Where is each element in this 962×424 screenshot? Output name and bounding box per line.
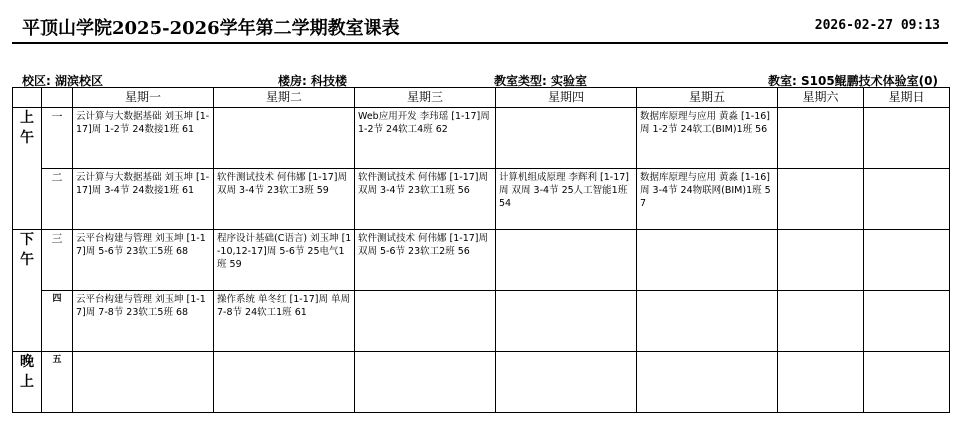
timetable — [12, 87, 950, 413]
course-text: 程序设计基础(C语言) 刘玉坤 [1-10,12-17]周 5-6节 25电气1班 59 — [217, 233, 352, 270]
schedule-cell — [214, 230, 355, 291]
course-text — [778, 352, 863, 354]
schedule-cell — [778, 108, 864, 169]
schedule-cell — [214, 352, 355, 413]
course-text: 数据库原理与应用 黄淼 [1-16]周 3-4节 24物联网(BIM)1班 57 — [640, 172, 771, 209]
schedule-cell — [864, 291, 950, 352]
course-text: 计算机组成原理 李辉利 [1-17]周 双周 3-4节 25人工智能1班 54 — [499, 172, 630, 209]
page-title: 平顶山学院2025-2026学年第二学期教室课表 — [22, 18, 400, 39]
course-text: Web应用开发 李玮瑶 [1-17]周 1-2节 24软工4班 62 — [358, 111, 490, 135]
course-text — [864, 108, 949, 110]
slot-label: 三 — [42, 230, 73, 291]
room-label: 教室: S105鲲鹏技术体验室(0) — [768, 74, 938, 88]
schedule-cell — [73, 230, 214, 291]
slot-label: 二 — [42, 169, 73, 230]
schedule-cell — [496, 291, 637, 352]
schedule-cell — [637, 291, 778, 352]
slot-label: 一 — [42, 108, 73, 169]
schedule-cell — [214, 108, 355, 169]
schedule-cell — [355, 108, 496, 169]
period-label: 晚 上 — [13, 352, 42, 413]
table-row — [13, 230, 950, 291]
day-header-thu: 星期四 — [496, 88, 637, 108]
course-text — [637, 352, 777, 354]
course-text: 云计算与大数据基础 刘玉坤 [1-17]周 3-4节 24数接1班 61 — [76, 172, 210, 196]
schedule-cell — [778, 230, 864, 291]
course-text: 软件测试技术 何伟娜 [1-17]周 双周 5-6节 23软工2班 56 — [358, 233, 489, 257]
schedule-cell — [73, 108, 214, 169]
schedule-cell — [355, 352, 496, 413]
period-label: 下 午 — [13, 230, 42, 352]
course-text — [214, 352, 354, 354]
corner-cell — [13, 88, 42, 108]
schedule-cell — [864, 169, 950, 230]
course-text — [355, 291, 495, 293]
title-rule — [12, 42, 948, 44]
course-text — [778, 291, 863, 293]
course-text — [355, 352, 495, 354]
course-text: 云平台构建与管理 刘玉坤 [1-17]周 7-8节 23软工5班 68 — [76, 294, 206, 318]
schedule-cell — [778, 291, 864, 352]
course-text — [496, 230, 636, 232]
table-row — [13, 108, 950, 169]
course-text — [637, 291, 777, 293]
schedule-cell — [496, 169, 637, 230]
schedule-cell — [864, 108, 950, 169]
day-header-fri: 星期五 — [637, 88, 778, 108]
campus-label: 校区: 湖滨校区 — [22, 74, 103, 88]
slot-label: 四 — [42, 291, 73, 352]
schedule-cell — [496, 230, 637, 291]
day-header-sat: 星期六 — [778, 88, 864, 108]
course-text: 软件测试技术 何伟娜 [1-17]周 双周 3-4节 23软工1班 56 — [358, 172, 489, 196]
course-text — [778, 169, 863, 171]
schedule-cell — [73, 352, 214, 413]
course-text — [496, 291, 636, 293]
course-text — [73, 352, 213, 354]
day-header-tue: 星期二 — [214, 88, 355, 108]
schedule-cell — [214, 169, 355, 230]
building-label: 楼房: 科技楼 — [278, 74, 347, 88]
schedule-cell — [355, 291, 496, 352]
header-row — [13, 88, 950, 108]
schedule-cell — [496, 108, 637, 169]
schedule-cell — [637, 352, 778, 413]
course-text: 云平台构建与管理 刘玉坤 [1-17]周 5-6节 23软工5班 68 — [76, 233, 206, 257]
course-text — [637, 230, 777, 232]
schedule-cell — [73, 169, 214, 230]
schedule-cell — [637, 108, 778, 169]
period-label: 上 午 — [13, 108, 42, 230]
day-header-mon: 星期一 — [73, 88, 214, 108]
table-row — [13, 352, 950, 413]
schedule-cell — [864, 352, 950, 413]
slot-label: 五 — [42, 352, 73, 413]
schedule-cell — [637, 169, 778, 230]
course-text — [496, 108, 636, 110]
schedule-cell — [214, 291, 355, 352]
course-text: 数据库原理与应用 黄淼 [1-16]周 1-2节 24软工(BIM)1班 56 — [640, 111, 771, 135]
day-header-sun: 星期日 — [864, 88, 950, 108]
schedule-cell — [778, 352, 864, 413]
schedule-cell — [355, 230, 496, 291]
table-row — [13, 169, 950, 230]
course-text — [864, 291, 949, 293]
schedule-cell — [73, 291, 214, 352]
schedule-cell — [355, 169, 496, 230]
schedule-cell — [496, 352, 637, 413]
course-text: 云计算与大数据基础 刘玉坤 [1-17]周 1-2节 24数接1班 61 — [76, 111, 210, 135]
course-text — [778, 108, 863, 110]
course-text — [214, 108, 354, 110]
course-text: 操作系统 单冬红 [1-17]周 单周 7-8节 24软工1班 61 — [217, 294, 351, 318]
corner-cell — [42, 88, 73, 108]
schedule-cell — [778, 169, 864, 230]
course-text — [864, 352, 949, 354]
table-row — [13, 291, 950, 352]
schedule-cell — [637, 230, 778, 291]
room-type-label: 教室类型: 实验室 — [494, 74, 587, 88]
print-datetime: 2026-02-27 09:13 — [814, 18, 940, 33]
day-header-wed: 星期三 — [355, 88, 496, 108]
course-text: 软件测试技术 何伟娜 [1-17]周 双周 3-4节 23软工3班 59 — [217, 172, 348, 196]
course-text — [778, 230, 863, 232]
course-text — [864, 169, 949, 171]
course-text — [864, 230, 949, 232]
course-text — [496, 352, 636, 354]
schedule-cell — [864, 230, 950, 291]
